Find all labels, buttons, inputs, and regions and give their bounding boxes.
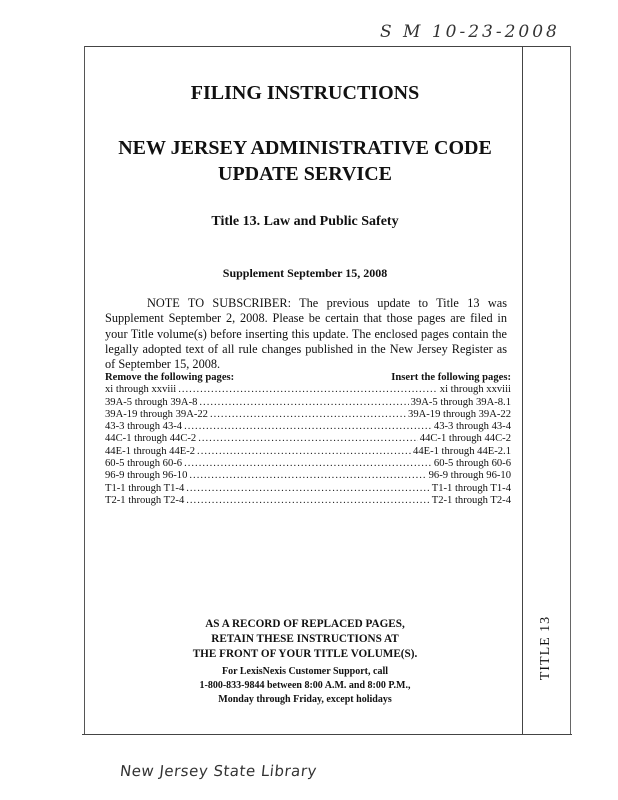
title-line: Title 13. Law and Public Safety [211, 214, 399, 229]
dot-leader [189, 470, 426, 482]
remove-pages: 39A-5 through 39A-8 [105, 396, 198, 408]
remove-pages: 39A-19 through 39A-22 [105, 408, 208, 420]
remove-pages: T2-1 through T2-4 [105, 494, 185, 506]
remove-pages: 60-5 through 60-6 [105, 458, 183, 470]
record-line-2: RETAIN THESE INSTRUCTIONS AT [211, 633, 399, 645]
remove-pages: 44C-1 through 44C-2 [105, 433, 197, 445]
subscriber-note: NOTE TO SUBSCRIBER: The previous update to Title 13 was Supplement September 2, 2008. Please be certain that those pages are filed in your Title volume(s) before inserting this update. The enclosed pages contain the legally adopted text of all rule changes published in the New Jersey Register as of September 15, 2008. [105, 296, 507, 372]
table-row [105, 384, 511, 396]
dot-leader [199, 397, 408, 409]
insert-pages: 60-5 through 60-6 [433, 458, 511, 470]
remove-pages: 43-3 through 43-4 [105, 421, 183, 433]
insert-pages: 96-9 through 96-10 [428, 470, 511, 482]
dot-leader [184, 458, 432, 470]
remove-pages: 44E-1 through 44E-2 [105, 445, 196, 457]
table-row [105, 458, 511, 470]
title-tab-label: TITLE 13 [538, 615, 553, 681]
insert-pages: 43-3 through 43-4 [433, 421, 511, 433]
insert-pages: 44C-1 through 44C-2 [419, 433, 511, 445]
remove-pages: T1-1 through T1-4 [105, 482, 185, 494]
frame-outer-border [570, 46, 571, 734]
dot-leader [178, 384, 438, 396]
table-row [105, 409, 511, 421]
title-tab [526, 608, 566, 688]
table-row [105, 495, 511, 507]
record-notice [90, 617, 520, 662]
handwritten-note: S M 10-23-2008 [380, 22, 560, 42]
code-title-line-2: UPDATE SERVICE [218, 163, 392, 185]
customer-support [90, 665, 520, 707]
frame-top-border [84, 46, 570, 47]
table-row [105, 433, 511, 445]
dot-leader [198, 433, 418, 445]
supplement-date: Supplement September 15, 2008 [222, 266, 388, 280]
insert-pages: xi through xxviii [439, 384, 511, 396]
remove-pages: xi through xxviii [105, 384, 177, 396]
table-row [105, 483, 511, 495]
table-row [105, 470, 511, 482]
table-row [105, 446, 511, 458]
frame-left-border [84, 46, 85, 734]
dot-leader [184, 421, 432, 433]
record-line-3: THE FRONT OF YOUR TITLE VOLUME(S). [192, 648, 418, 660]
dot-leader [210, 409, 406, 421]
insert-pages: T2-1 through T2-4 [431, 494, 511, 506]
support-line-3: Monday through Friday, except holidays [218, 694, 392, 705]
frame-bottom-border [82, 734, 572, 735]
dot-leader [186, 495, 430, 507]
record-line-1: AS A RECORD OF REPLACED PAGES, [205, 618, 405, 630]
code-title [90, 135, 520, 187]
remove-pages: 96-9 through 96-10 [105, 470, 188, 482]
code-title-line-1: NEW JERSEY ADMINISTRATIVE CODE [118, 137, 492, 159]
insert-pages: T1-1 through T1-4 [431, 482, 511, 494]
table-row [105, 397, 511, 409]
table-row [105, 421, 511, 433]
support-line-2: 1-800-833-9844 between 8:00 A.M. and 8:00 P.M., [199, 680, 411, 691]
dot-leader [197, 446, 411, 458]
remove-header: Remove the following pages: [105, 372, 235, 383]
insert-header: Insert the following pages: [391, 372, 511, 383]
frame-right-border [522, 46, 523, 734]
support-line-1: For LexisNexis Customer Support, call [221, 666, 388, 677]
insert-pages: 39A-5 through 39A-8.1 [410, 396, 511, 408]
pages-table [105, 372, 511, 507]
page-heading: FILING INSTRUCTIONS [190, 82, 420, 104]
table-header [105, 372, 511, 384]
insert-pages: 44E-1 through 44E-2.1 [413, 445, 511, 457]
library-stamp: New Jersey State Library [119, 762, 318, 780]
insert-pages: 39A-19 through 39A-22 [408, 408, 511, 420]
dot-leader [186, 483, 430, 495]
